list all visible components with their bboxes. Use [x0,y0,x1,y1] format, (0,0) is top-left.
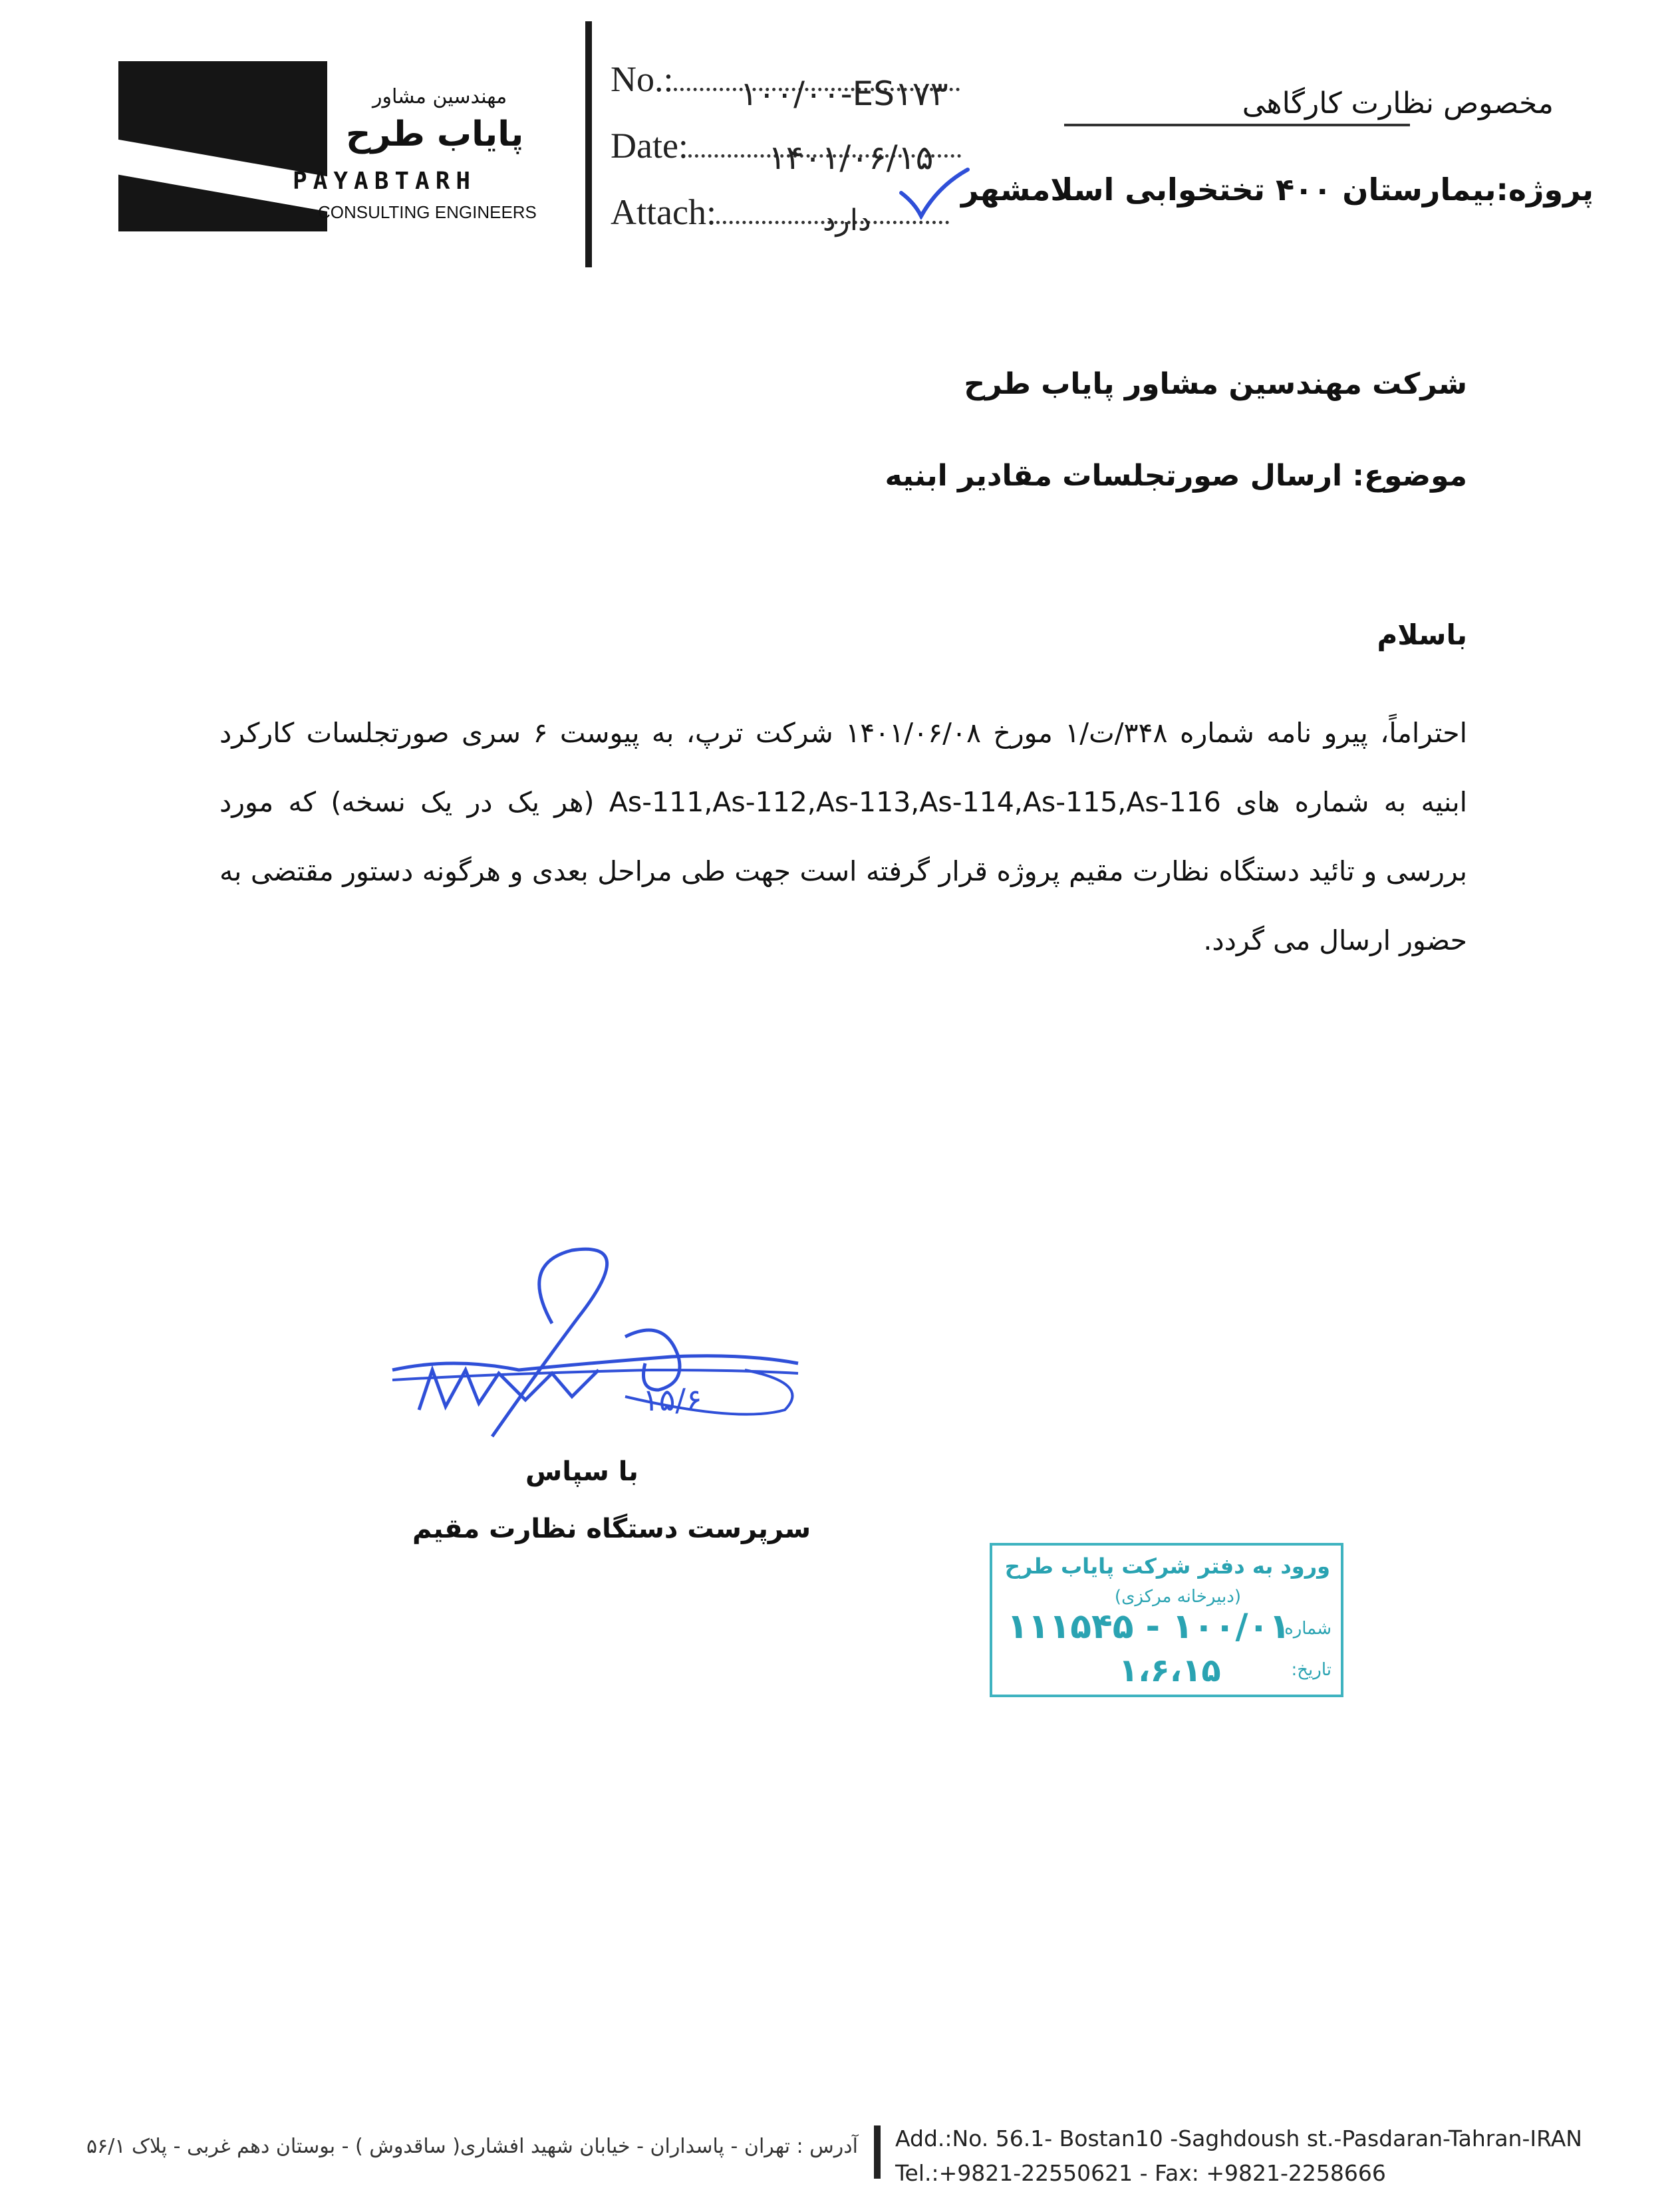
subject-line: موضوع: ارسال صورتجلسات مقادیر ابنیه [885,459,1467,493]
supervision-underline [1064,124,1410,126]
letter-attach-field [716,204,949,237]
signer-title: سرپرست دستگاه نظارت مقیم [412,1514,811,1544]
receipt-stamp [990,1543,1343,1697]
project-title: پروژه:بیمارستان ۴۰۰ تختخوابی اسلامشهر [961,172,1594,207]
letter-body: احتراماً، پیرو نامه شماره ۳۴۸/ت/۱ مورخ ۱۴۰۱/۰۶/۰۸ شرکت ترپ، به پیوست ۶ سری صورتجلسات کارکرد ابنیه به شماره های As-111,As-112,As-113,As-114,As-115,As-116 (هر یک در یک نسخه) که مورد بررسی و تائید دستگاه نظارت مقیم پروژه قرار گرفته است جهت طی مراحل بعدی و هرگونه دستور مقتضی به حضور ارسال می گردد. [219,717,1467,956]
letter-date-field [688,138,961,177]
greeting: باسلام [1377,618,1467,651]
signature-date: ۱۵/۶ [642,1382,702,1418]
supervision-label: مخصوص نظارت کارگاهی [1242,86,1554,120]
stamp-title: ورود به دفتر شرکت پایاب طرح [1004,1554,1330,1579]
logo-en-tagline: CONSULTING ENGINEERS [318,202,537,222]
stamp-date-label: تاریخ: [1291,1660,1331,1680]
handwritten-signature [372,1237,825,1476]
footer-address-fa: آدرس : تهران - پاسداران - خیابان شهید افشاری( ساقدوش ) - بوستان دهم غربی - پلاک ۵۶/۱ [86,2135,858,2158]
header-divider [585,21,592,267]
letter-attach-value: دارد [822,204,871,237]
letter-attach-label: Attach: [611,192,716,232]
stamp-number-value: ۱۰۰/۰۱ - ۱۱۱۵۴۵ [1007,1607,1290,1647]
footer-address-en: Add.:No. 56.1- Bostan10 -Saghdoush st.-Pasdaran-Tahran-IRAN [895,2125,1582,2151]
letter-date-label: Date: [611,126,688,166]
footer-contact: Tel.:+9821-22550621 - Fax: +9821-2258666 [895,2160,1386,2186]
letter-number-field [674,74,960,113]
stamp-date-value: ۱،۶،۱۵ [1119,1652,1221,1689]
checkmark-icon [898,166,971,219]
company-logo-mark [118,61,327,231]
stamp-number-label: شماره: [1278,1619,1331,1639]
footer-divider [874,2125,881,2179]
letter-number-row [611,59,960,113]
logo-fa-title: پایاب طرح [346,114,524,154]
recipient: شرکت مهندسین مشاور پایاب طرح [964,367,1467,401]
stamp-subtitle: (دبیرخانه مرکزی) [1114,1587,1241,1607]
letter-date-value: ۱۴۰۱/۰۶/۱۵ [768,138,934,177]
letter-date-row [611,125,961,177]
closing-thanks: با سپاس [525,1456,638,1487]
logo-en-title: PAYABTARH [293,168,477,195]
logo-fa-subtitle: مهندسین مشاور [372,85,507,108]
letter-number-value: ۱۰۰/۰۰-ES۱۷۳ [740,74,948,113]
letter-number-label: No.: [611,59,674,99]
